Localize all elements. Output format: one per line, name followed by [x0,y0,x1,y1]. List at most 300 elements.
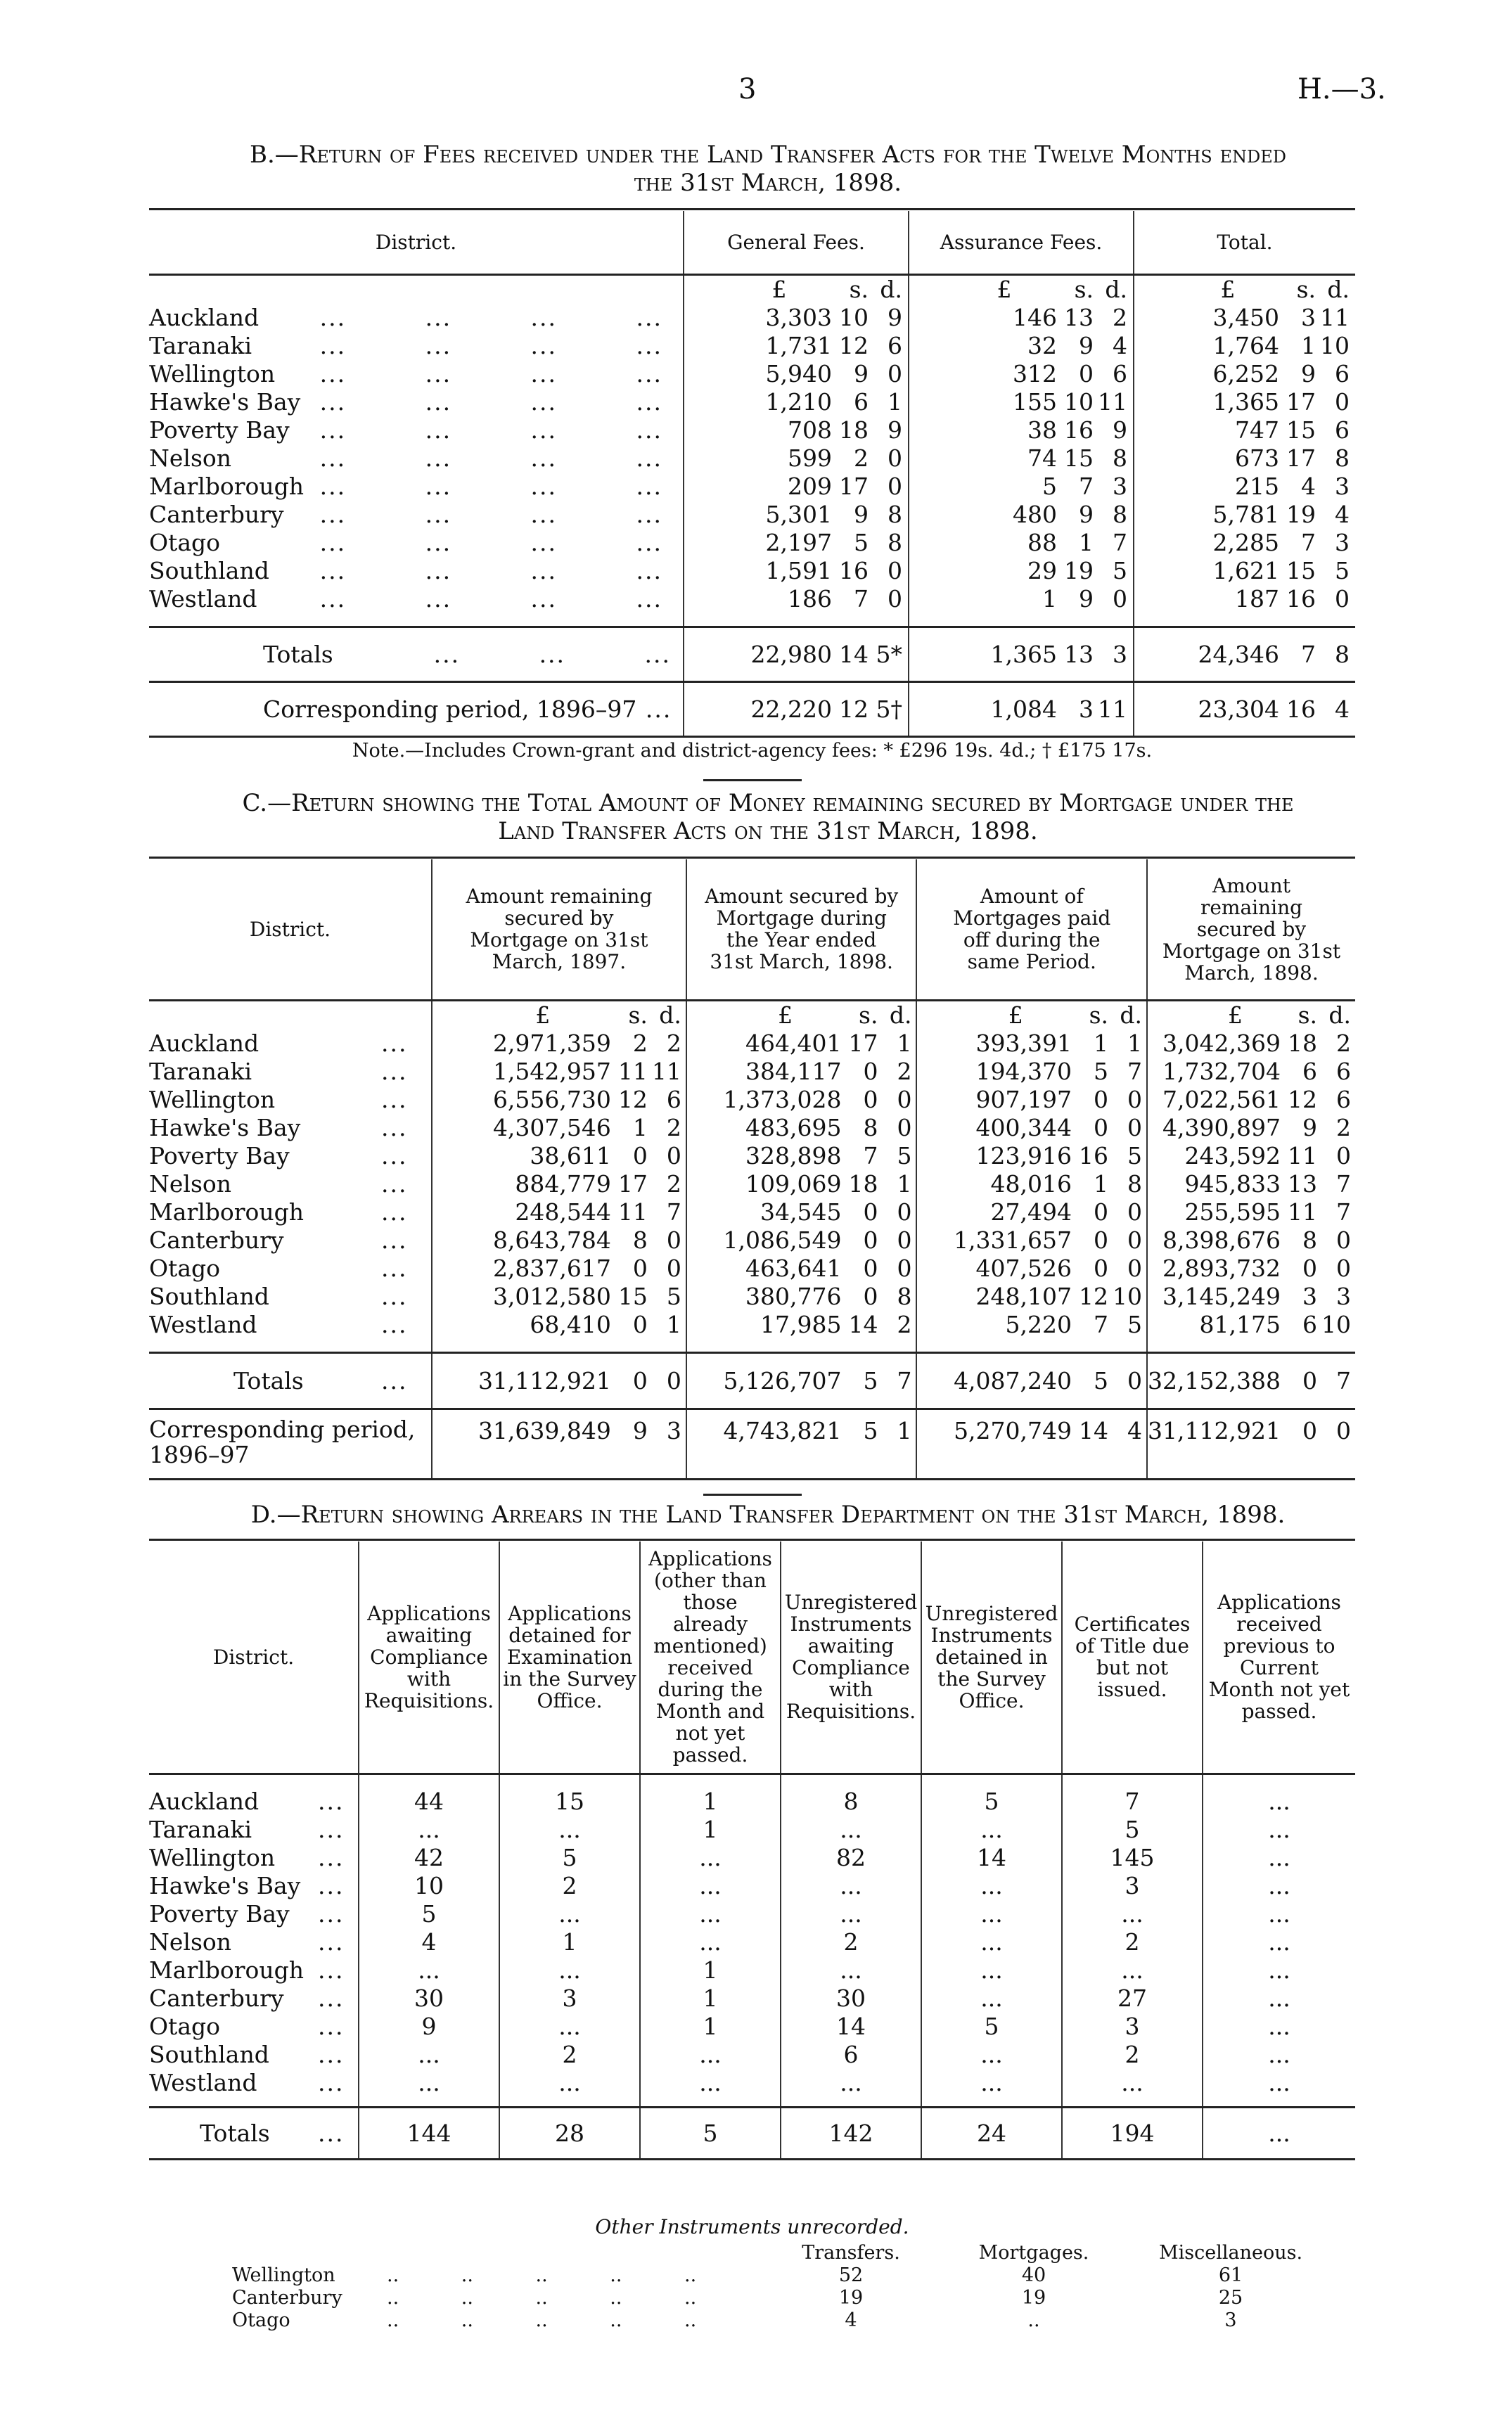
pence-value: 0 [1127,1367,1143,1395]
money-cell [916,1409,1147,1480]
value-cell: 2 [1062,2041,1203,2069]
shillings-value: 18 [848,1169,878,1198]
value-cell: ... [359,2041,499,2069]
money-cell [432,1311,686,1339]
pounds-value: 4,087,240 [954,1367,1072,1395]
pence-value: 0 [1336,1417,1351,1444]
money-cell [686,1086,917,1114]
pence-value: 7 [1336,1198,1351,1226]
district-name: Poverty Bay [149,1141,290,1169]
table-row [149,1142,1355,1170]
table-row [149,1900,1355,1928]
shillings-value: 0 [632,1310,648,1338]
pence-value: 5 [897,1141,912,1169]
money-values [1134,360,1350,388]
money-cell [1147,1255,1355,1283]
money-values [1148,1367,1351,1395]
pounds-value: 146 [1013,303,1057,331]
money-cell [916,1170,1147,1198]
money-cell [909,304,1134,332]
money-cell [916,1353,1147,1409]
district-cell [149,2041,359,2069]
shillings-value: 0 [863,1198,878,1226]
table-row [149,304,1355,332]
shillings-value: 9 [1079,584,1094,613]
pounds-value: 1,373,028 [723,1085,842,1113]
value-cell: ... [499,1900,640,1928]
pounds-value: 1 [1042,584,1057,613]
shillings-value: 0 [863,1057,878,1085]
money-cell [684,473,909,501]
money-values [1134,332,1350,360]
shillings-value: 6 [1302,1310,1317,1338]
pounds-value: 5 [1042,472,1057,500]
money-cell [684,332,909,360]
value-cell: ... [499,2013,640,2041]
district-name: Auckland [149,1029,260,1057]
money-cell [1147,1353,1355,1409]
pounds-value: 155 [1013,387,1057,416]
district-cell [149,1816,359,1844]
district-name: Nelson [149,1928,232,1956]
pounds-value: 464,401 [745,1029,842,1057]
district-cell [149,529,684,557]
table-row [149,1788,1355,1816]
money-cell [684,529,909,557]
value-cell: 145 [1062,1844,1203,1872]
district-name: Southland [149,1282,269,1310]
pounds-value: 22,980 [750,641,832,668]
money-values [1148,1114,1351,1142]
district-cell [149,1900,359,1928]
pence-value: 7 [1113,528,1127,556]
totals-row [149,2107,1355,2159]
pence-value: 3 [1336,1282,1351,1310]
value-cell: 14 [781,2013,921,2041]
value-cell: ... [1203,1928,1355,1956]
value-cell: ... [1062,1956,1203,1985]
pence-value: 1 [1127,1029,1143,1057]
pounds-value: 480 [1013,500,1057,528]
money-cell [1134,557,1355,585]
district-cell [149,2069,359,2097]
money-values [687,1030,912,1058]
district-cell [149,1956,359,1985]
pounds-value: 88 [1027,528,1057,556]
money-values [1148,1283,1351,1311]
pounds-value: 483,695 [745,1113,842,1141]
pounds-value: 884,779 [515,1169,611,1198]
money-cell [1134,585,1355,613]
money-cell [916,1198,1147,1226]
pence-value: 7 [1336,1367,1351,1395]
leader-dots: ... ... ... ... [319,303,662,331]
district-name: Wellington [149,1085,276,1113]
pounds-value: 747 [1235,416,1279,444]
money-values [433,1170,681,1198]
pence-value: 0 [1127,1254,1143,1282]
leader-dots: ... [318,2013,345,2040]
money-values [917,1114,1142,1142]
pounds-value: 187 [1235,584,1279,613]
district-name: Auckland [149,1788,260,1815]
money-cell [916,1030,1147,1058]
leader-dots: ... [381,1169,408,1198]
value-cell: ... [1062,1900,1203,1928]
leader-dots: ... [381,1198,408,1226]
pence-value: 5* [876,641,902,668]
money-values [909,416,1127,444]
district-cell [149,501,684,529]
value-cell: 1 [640,1985,781,2013]
pence-value: 8 [888,528,902,556]
pence-value: 6 [1335,359,1350,387]
table-row [149,2013,1355,2041]
money-values [684,304,902,332]
district-cell [149,473,684,501]
leader-dots: ... ... ... ... [319,584,662,613]
units-row [149,1000,1355,1030]
value-cell: 10 [359,1872,499,1900]
money-values [684,416,902,444]
table-row [149,1985,1355,2013]
table-b-note: Note.—Includes Crown-grant and district-agency fees: * £296 19s. 4d.; † £175 17s. [352,740,1153,762]
money-cell [916,1255,1147,1283]
pounds-value: 248,107 [975,1282,1072,1310]
leader-dots: ... [318,1900,345,1928]
district-cell [149,557,684,585]
pounds-value: 209 [788,472,832,500]
pence-value: 8 [1335,641,1350,668]
district-name: Otago [149,528,220,556]
pounds-value: 27,494 [990,1198,1072,1226]
pounds-value: 7,022,561 [1162,1085,1281,1113]
value-cell: 19 [1021,2286,1046,2309]
pence-value: 3 [1335,472,1350,500]
value-cell: 61 [1218,2264,1243,2286]
district-name: Poverty Bay [149,1900,290,1928]
value-cell: 3 [1062,1872,1203,1900]
pence-value: 4 [1113,331,1127,359]
money-values [433,1086,681,1114]
shillings-value: 0 [632,1141,648,1169]
leader-dots: ... ... ... [433,641,671,668]
district-cell [232,2286,760,2309]
pounds-value: 5,781 [1212,500,1279,528]
pounds-value: 68,410 [530,1310,611,1338]
units-cell [916,1000,1147,1030]
money-cell [909,473,1134,501]
money-values [684,585,902,613]
money-cell [432,1255,686,1283]
pence-value: 0 [1336,1141,1351,1169]
shillings-value: 17 [617,1169,648,1198]
district-name: Hawke's Bay [149,1113,301,1141]
money-values [909,473,1127,501]
shillings-value: 7 [1094,1310,1109,1338]
pence-value: 0 [897,1226,912,1254]
leader-dots: ... [318,1985,345,2012]
units-cell [684,274,909,304]
pence-value: 1 [666,1310,681,1338]
money-cell [432,1198,686,1226]
money-values [909,641,1127,668]
pence-value: 5 [1127,1141,1143,1169]
district-name: Marlborough [149,1198,305,1226]
leader-dots: ... ... ... ... [319,359,662,387]
table-row [149,1844,1355,1872]
money-values [684,332,902,360]
pounds-value: 1,764 [1212,331,1279,359]
pounds-value: 81,175 [1199,1310,1281,1338]
header-assurance-fees: Assurance Fees. [909,211,1134,274]
district-cell [149,1086,432,1114]
money-values [1148,1226,1351,1255]
money-cell [686,1198,917,1226]
total-value-cell: ... [1203,2107,1355,2159]
shillings-value: 9 [1079,331,1094,359]
shillings-value: 17 [1286,387,1316,416]
money-values [909,388,1127,416]
shillings-value: 12 [839,695,869,723]
money-cell [686,1409,917,1480]
money-cell [1147,1114,1355,1142]
money-cell [1147,1311,1355,1339]
value-cell: 2 [1062,1928,1203,1956]
shillings-value: 13 [1288,1169,1317,1198]
district-name: Auckland [149,303,260,331]
money-cell [1147,1086,1355,1114]
pounds-value: 123,916 [975,1141,1072,1169]
district-cell [232,2309,760,2331]
value-cell: 5 [921,2013,1062,2041]
money-values [684,388,902,416]
district-cell [149,444,684,473]
pounds-value: 1,210 [765,387,832,416]
pence-value: 0 [888,472,902,500]
district-cell [149,1198,432,1226]
money-cell [1134,529,1355,557]
shillings-value: 3 [1302,1282,1317,1310]
value-cell: ... [1203,1985,1355,2013]
shillings-value: 1 [1094,1029,1109,1057]
money-values [1134,444,1350,473]
money-cell [432,1409,686,1480]
value-cell: ... [1062,2069,1203,2097]
blank-cell [149,274,684,304]
pence-value: 1 [888,387,902,416]
pounds-value: 4,307,546 [492,1113,611,1141]
shillings-value: 14 [1079,1417,1109,1444]
district-name: Taranaki [149,331,252,359]
district-cell [149,304,684,332]
money-values [433,1198,681,1226]
money-cell [909,627,1134,682]
pounds-value: 907,197 [975,1085,1072,1113]
money-values [687,1142,912,1170]
money-values [433,1283,681,1311]
money-values [909,444,1127,473]
pence-value: 2 [1336,1029,1351,1057]
money-values [1148,1255,1351,1283]
pounds-value: 34,545 [760,1198,842,1226]
shillings-value: 7 [854,584,869,613]
units-cell [1147,1000,1355,1030]
district-name: Taranaki [149,1057,252,1085]
header-remaining-1898: Amount remaining secured by Mortgage on 31st March, 1898. [1147,859,1355,1000]
district-name: Wellington [149,359,276,387]
pounds-value: 1,331,657 [954,1226,1072,1254]
shillings-value: 2 [632,1029,648,1057]
money-cell [916,1142,1147,1170]
pounds-value: 194,370 [975,1057,1072,1085]
money-values [687,1198,912,1226]
pence-value: 7 [1336,1169,1351,1198]
table-row [149,585,1355,613]
money-values [1134,695,1350,723]
district-cell [149,388,684,416]
money-cell [684,360,909,388]
value-cell: ... [921,1816,1062,1844]
money-cell [684,557,909,585]
units-cell [686,1000,917,1030]
pounds-value: 380,776 [745,1282,842,1310]
value-cell: ... [1203,2041,1355,2069]
pounds-value: 3,303 [765,303,832,331]
pounds-value: 708 [788,416,832,444]
money-values [687,1114,912,1142]
money-values [909,557,1127,585]
money-values [1148,1142,1351,1170]
pence-value: 0 [897,1085,912,1113]
money-cell [1134,332,1355,360]
value-cell: 40 [1021,2264,1046,2286]
shillings-value: 8 [863,1113,878,1141]
pounds-value: 24,346 [1198,641,1279,668]
table-row [149,1928,1355,1956]
pound-unit: £ [1220,275,1236,303]
header-detained-survey: Applications detained for Examination in the Survey Office. [499,1541,640,1774]
pence-value: 11 [1320,303,1350,331]
value-cell: 2 [781,1928,921,1956]
leader-dots: ... ... ... ... [319,528,662,556]
money-values [684,501,902,529]
pounds-value: 186 [788,584,832,613]
money-cell [432,1353,686,1409]
value-cell: ... [640,1844,781,1872]
total-value-cell: 142 [781,2107,921,2159]
leader-dots: ... [381,1282,408,1310]
pounds-value: 393,391 [975,1029,1072,1057]
value-cell: ... [1203,1956,1355,1985]
total-value-cell: 144 [359,2107,499,2159]
district-name: Canterbury [149,500,284,528]
value-cell: ... [640,1900,781,1928]
money-values [909,304,1127,332]
money-values [684,444,902,473]
corresponding-row [149,682,1355,737]
leader-dots: .. .. .. .. .. [387,2286,697,2309]
pounds-value: 1,731 [765,331,832,359]
money-values [687,1058,912,1086]
money-values [917,1170,1142,1198]
money-values [909,332,1127,360]
page-reference: H.—3. [1298,73,1386,105]
leader-dots: ... [381,1029,408,1057]
pence-value: 5 [1335,556,1350,584]
total-value-cell: 28 [499,2107,640,2159]
shillings-value: 7 [863,1141,878,1169]
district-cell [149,1283,432,1311]
money-cell [684,585,909,613]
pence-value: 0 [1336,1254,1351,1282]
value-cell: 42 [359,1844,499,1872]
leader-dots: ... [381,1367,408,1395]
district-name: Westland [149,1310,257,1338]
district-cell [149,1170,432,1198]
shillings-value: 9 [1301,359,1316,387]
money-values [687,1170,912,1198]
pence-value: 2 [666,1113,681,1141]
money-cell [684,627,909,682]
table-row [149,2041,1355,2069]
table-row [149,360,1355,388]
money-values [1134,416,1350,444]
value-cell: ... [1203,1816,1355,1844]
pence-value: 0 [1127,1085,1143,1113]
value-cell: 2 [499,2041,640,2069]
value-cell: ... [1203,1900,1355,1928]
pence-value: 11 [1098,387,1127,416]
shilling-unit: s. [1296,275,1316,303]
pence-value: 11 [1098,695,1127,723]
district-name: Marlborough [149,1956,305,1984]
header-total: Total. [1134,211,1355,274]
leader-dots: ... [381,1226,408,1254]
money-values [917,1283,1142,1311]
value-cell: 9 [359,2013,499,2041]
pence-value: 0 [1335,387,1350,416]
pence-value: 0 [897,1254,912,1282]
shillings-value: 1 [632,1113,648,1141]
money-values [917,1058,1142,1086]
other-instruments-title: Other Instruments unrecorded. [595,2215,909,2238]
pound-unit: £ [778,1001,793,1029]
shillings-value: 16 [1064,416,1094,444]
money-cell [909,529,1134,557]
pence-value: 7 [1127,1057,1143,1085]
money-cell [909,444,1134,473]
district-cell [232,2264,760,2286]
shillings-value: 0 [863,1254,878,1282]
money-cell [686,1311,917,1339]
money-values [684,360,902,388]
shillings-value: 6 [1302,1057,1317,1085]
header-paid-off: Amount of Mortgages paid off during the same Period. [916,859,1147,1000]
value-cell: ... [1203,1872,1355,1900]
header-unreg-detained: Unregistered Instruments detained in the Survey Office. [921,1541,1062,1774]
money-values [433,1114,681,1142]
pounds-value: 3,450 [1212,303,1279,331]
money-values [1134,641,1350,668]
district-name: Southland [149,556,269,584]
value-cell: ... [1203,1788,1355,1816]
pence-value: 0 [1336,1226,1351,1254]
pounds-value: 5,301 [765,500,832,528]
shillings-value: 0 [863,1226,878,1254]
pounds-value: 5,270,749 [954,1417,1072,1444]
value-cell: 8 [781,1788,921,1816]
